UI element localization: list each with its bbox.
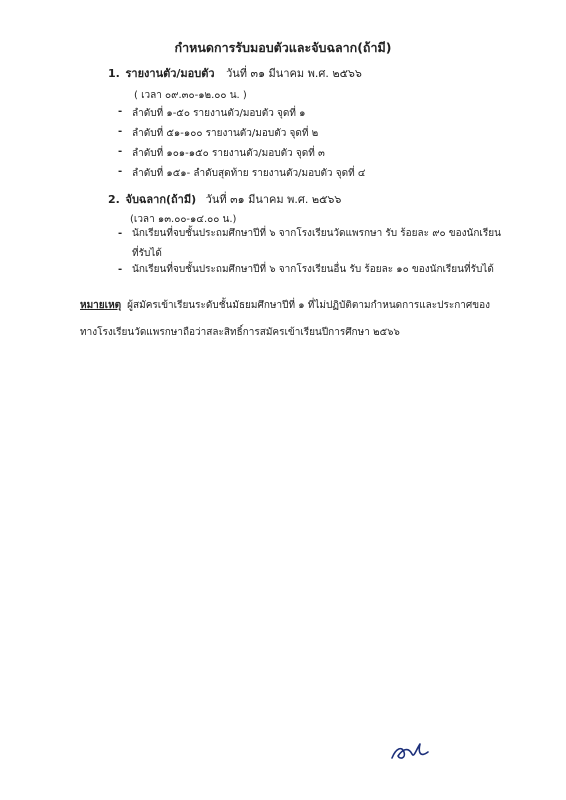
section-1-time: ( เวลา ๐๙.๓๐-๑๒.๐๐ น. ) [134,90,247,101]
section-1-date: วันที่ ๓๑ มีนาคม พ.ศ. ๒๕๖๖ [226,67,362,80]
section-1-heading [108,64,362,82]
section-1-title: รายงานตัว/มอบตัว [125,67,215,80]
list-bullet: - [118,228,123,239]
section-1-number: 1. [108,67,120,80]
section-2-heading [108,190,341,208]
list-item: - นักเรียนที่จบชั้นประถมศึกษาปีที่ ๖ จากโรงเรียนอื่น รับ ร้อยละ ๑๐ ของนักเรียนที่รับได้ [132,260,504,280]
remark-text: ผู้สมัครเข้าเรียนระดับชั้นมัธยมศึกษาปีที่ ๑ ที่ไม่ปฏิบัติตามกำหนดการและประกาศของทางโรงเรียนวัดแพรกษาถือว่าสละสิทธิ์การสมัครเข้าเรียนปีการศึกษา ๒๕๖๖ [80,300,490,338]
section-2-title: จับฉลาก(ถ้ามี) [125,193,197,206]
list-bullet: - [118,106,123,117]
section-2-date: วันที่ ๓๑ มีนาคม พ.ศ. ๒๕๖๖ [205,193,342,206]
document-page: กำหนดการรับมอบตัวและจับฉลาก(ถ้ามี) 1. รายงานตัว/มอบตัว วันที่ ๓๑ มีนาคม พ.ศ. ๒๕๖๖ ( เวลา ๐๙.๓๐-๑๒.๐๐ น. ) - ลำดับที่ ๑-๕๐ รายงานตัว/มอบตัว จุดที่ ๑ - ลำดับที่ ๕๑-๑๐๐ รายงานตัว/มอบตัว จุดที่ ๒ - ลำดับที่ ๑๐๑-๑๕๐ รายงานตัว/มอบตัว จุดที่ ๓ - ลำดับที่ ๑๕๑- ลำดับสุดท้าย รายงานตัว/มอบตัว จุดที่ ๔ 2. จับฉลาก(ถ้ามี) วันที่ ๓๑ มีนาคม พ.ศ. ๒๕๖๖ (เวลา ๑๓.๐๐-๑๔.๐๐ น.) - นักเรียนที่จบชั้นประถมศึกษาปีที่ ๖ จากโรงเรียนวัดแพรกษา รับ ร้อยละ ๙๐ ของนักเรียนที่รับได้ - นักเรียนที่จบชั้นประถมศึกษาปีที่ ๖ จากโรงเรียนอื่น รับ ร้อยละ ๑๐ ของนักเรียนที่รับได้ หมายเหตุ ผู้สมัครเข้าเรียนระดับชั้นมัธยมศึกษาปีที่ ๑ ที่ไม่ปฏิบัติตามกำหนดการและประกาศของทางโรงเรียนวัดแพรกษาถือว่าสละสิทธิ์การสมัครเข้าเรียนปีการศึกษา ๒๕๖๖ [0,0,566,800]
list-item: - นักเรียนที่จบชั้นประถมศึกษาปีที่ ๖ จากโรงเรียนวัดแพรกษา รับ ร้อยละ ๙๐ ของนักเรียนที่รับได้ [132,224,504,264]
list-bullet: - [118,146,123,157]
section-2-time: (เวลา ๑๓.๐๐-๑๔.๐๐ น.) [130,214,237,225]
list-bullet: - [118,264,123,275]
list-bullet: - [118,166,123,177]
signature [388,738,432,764]
section-2-number: 2. [108,193,120,206]
remark-paragraph [80,292,492,346]
page-title: กำหนดการรับมอบตัวและจับฉลาก(ถ้ามี) [174,40,392,55]
list-bullet: - [118,126,123,137]
remark-label: หมายเหตุ [80,300,122,311]
